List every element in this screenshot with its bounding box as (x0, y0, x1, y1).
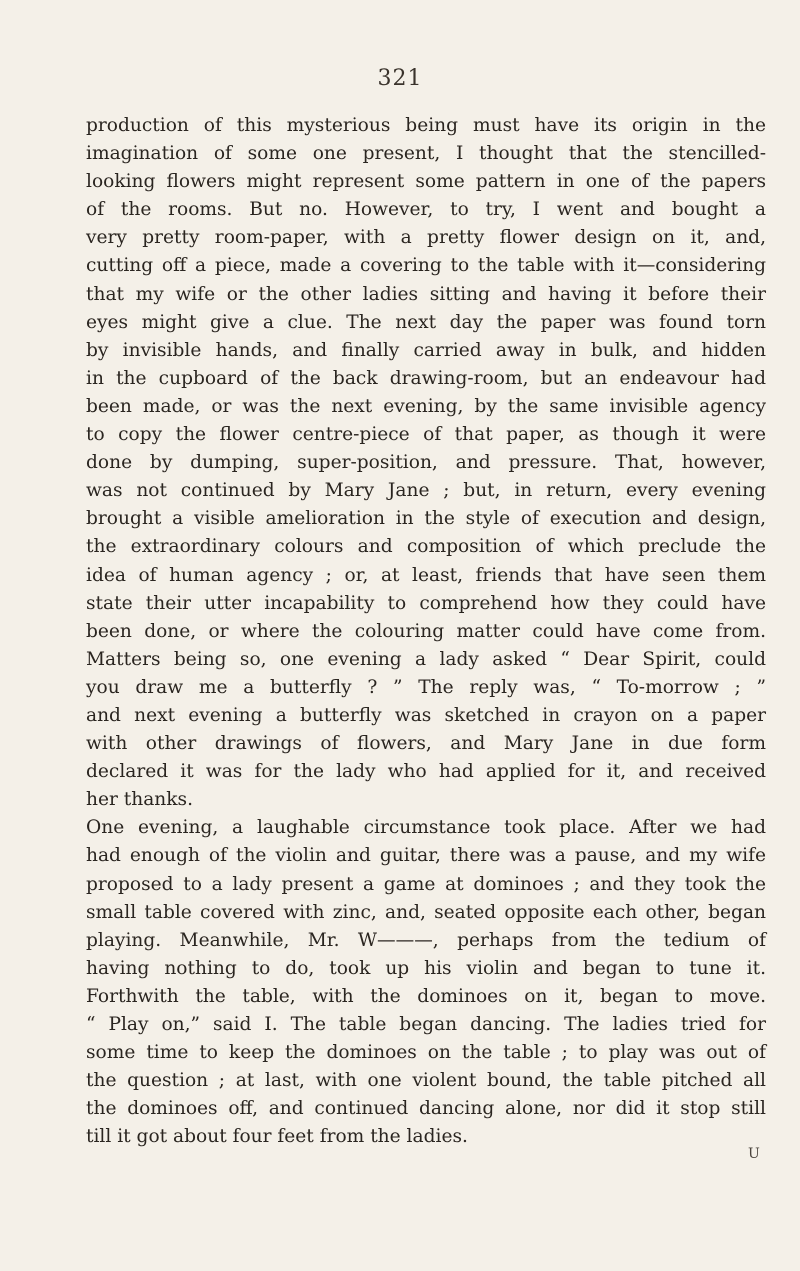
text-line: you draw me a butterfly ? ” The reply was, “ To-morrow ; ” (86, 676, 766, 698)
text-line: idea of human agency ; or, at least, friends that have seen them (86, 564, 766, 586)
text-line: of the rooms. But no. However, to try, I went and bought a (86, 199, 766, 221)
text-line: the question ; at last, with one violent bound, the table pitched all (86, 1070, 766, 1092)
text-line: very pretty room-paper, with a pretty flower design on it, and, (86, 227, 766, 249)
body-text (86, 112, 766, 1151)
text-line: playing. Meanwhile, Mr. W———, perhaps from the tedium of (86, 929, 766, 951)
text-line: production of this mysterious being must have its origin in the (86, 115, 766, 136)
text-line: looking flowers might represent some pattern in one of the papers (86, 171, 766, 193)
text-line: proposed to a lady present a game at dominoes ; and they took the (86, 873, 766, 895)
text-line: small table covered with zinc, and, seated opposite each other, began (86, 901, 766, 923)
text-line: cutting off a piece, made a covering to the table with it—considering (86, 255, 766, 277)
text-line: One evening, a laughable circumstance took place. After we had (86, 817, 766, 839)
text-line: having nothing to do, took up his violin and began to tune it. (86, 957, 766, 979)
text-line: to copy the flower centre-piece of that paper, as though it were (86, 424, 766, 446)
text-line: state their utter incapability to comprehend how they could have (86, 592, 766, 614)
text-line: declared it was for the lady who had applied for it, and received (86, 761, 766, 783)
text-line: that my wife or the other ladies sitting and having it before their (86, 283, 766, 305)
text-line: been done, or where the colouring matter could have come from. (86, 620, 766, 642)
text-line: “ Play on,” said I. The table began dancing. The ladies tried for (86, 1014, 766, 1035)
text-line: eyes might give a clue. The next day the paper was found torn (86, 311, 766, 333)
text-line: had enough of the violin and guitar, there was a pause, and my wife (86, 845, 766, 867)
page-number: 321 (377, 66, 423, 91)
text-line: was not continued by Mary Jane ; but, in return, every evening (86, 480, 766, 502)
text-line: the extraordinary colours and composition of which preclude the (86, 536, 766, 558)
text-line: the dominoes off, and continued dancing alone, nor did it stop still (86, 1098, 766, 1120)
text-line: imagination of some one present, I thought that the stencilled- (86, 143, 766, 165)
text-line: done by dumping, super-position, and pressure. That, however, (86, 452, 766, 474)
text-line: Matters being so, one evening a lady asked “ Dear Spirit, could (86, 648, 766, 670)
text-line: Forthwith the table, with the dominoes on it, began to move. (86, 985, 766, 1007)
text-line: in the cupboard of the back drawing-room, but an endeavour had (86, 367, 766, 389)
text-line: brought a visible amelioration in the style of execution and design, (86, 508, 766, 530)
text-line: till it got about four feet from the ladies. (86, 1126, 468, 1148)
text-line: her thanks. (86, 789, 194, 811)
text-line: with other drawings of flowers, and Mary Jane in due form (86, 733, 766, 755)
signature-mark: U (748, 1146, 760, 1162)
text-line: by invisible hands, and finally carried away in bulk, and hidden (86, 339, 766, 361)
text-line: been made, or was the next evening, by the same invisible agency (86, 395, 766, 417)
text-line: and next evening a butterfly was sketched in crayon on a paper (86, 704, 766, 726)
text-line: some time to keep the dominoes on the table ; to play was out of (86, 1042, 766, 1064)
